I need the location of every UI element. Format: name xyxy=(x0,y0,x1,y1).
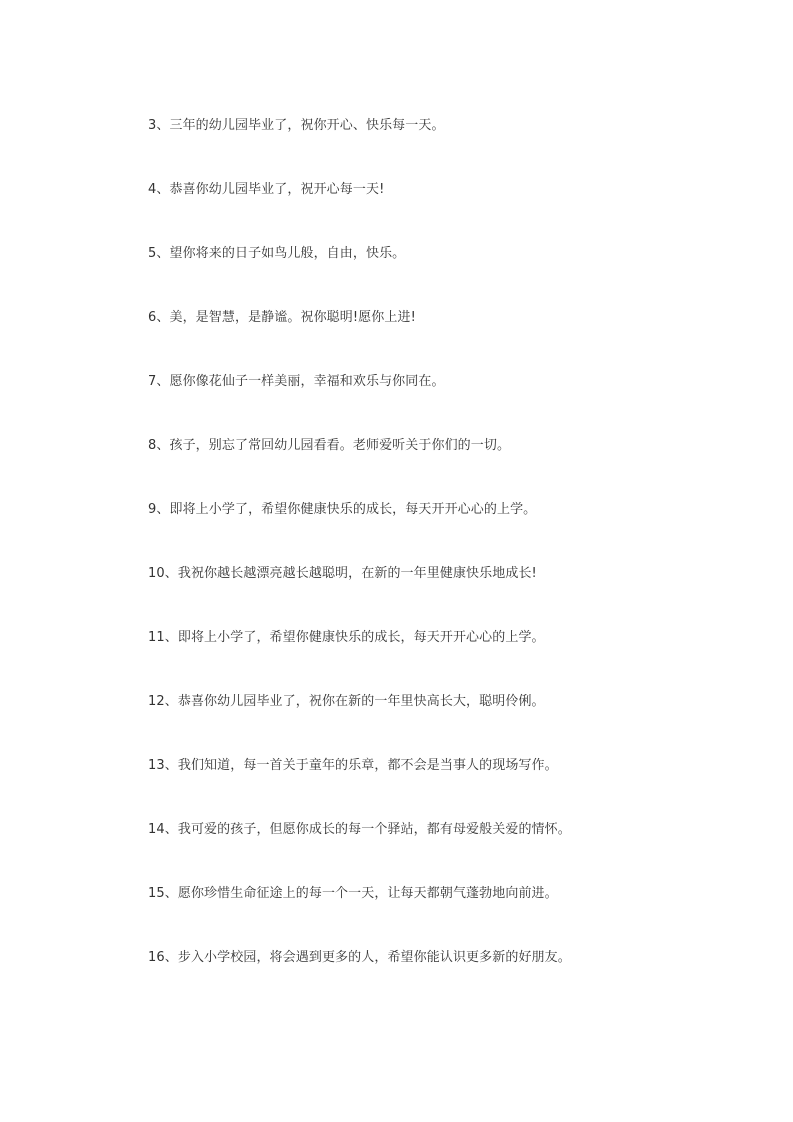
blessing-line-4: 4、恭喜你幼儿园毕业了，祝开心每一天! xyxy=(148,182,385,197)
blessing-line-6: 6、美，是智慧，是静谧。祝你聪明!愿你上进! xyxy=(148,310,416,325)
blessing-line-14: 14、我可爱的孩子，但愿你成长的每一个驿站，都有母爱般关爱的情怀。 xyxy=(148,822,571,837)
blessing-line-13: 13、我们知道，每一首关于童年的乐章，都不会是当事人的现场写作。 xyxy=(148,758,558,773)
blessing-line-8: 8、孩子，别忘了常回幼儿园看看。老师爱听关于你们的一切。 xyxy=(148,438,511,453)
blessing-line-7: 7、愿你像花仙子一样美丽，幸福和欢乐与你同在。 xyxy=(148,374,445,389)
blessing-line-15: 15、愿你珍惜生命征途上的每一个一天，让每天都朝气蓬勃地向前进。 xyxy=(148,886,558,901)
blessing-line-10: 10、我祝你越长越漂亮越长越聪明，在新的一年里健康快乐地成长! xyxy=(148,566,537,581)
blessing-line-3: 3、三年的幼儿园毕业了，祝你开心、快乐每一天。 xyxy=(148,118,445,133)
blessing-line-11: 11、即将上小学了，希望你健康快乐的成长，每天开开心心的上学。 xyxy=(148,630,545,645)
blessing-line-5: 5、望你将来的日子如鸟儿般，自由，快乐。 xyxy=(148,246,406,261)
blessing-line-12: 12、恭喜你幼儿园毕业了，祝你在新的一年里快高长大，聪明伶俐。 xyxy=(148,694,545,709)
blessing-line-9: 9、即将上小学了，希望你健康快乐的成长，每天开开心心的上学。 xyxy=(148,502,537,517)
blessing-line-16: 16、步入小学校园，将会遇到更多的人，希望你能认识更多新的好朋友。 xyxy=(148,950,571,965)
